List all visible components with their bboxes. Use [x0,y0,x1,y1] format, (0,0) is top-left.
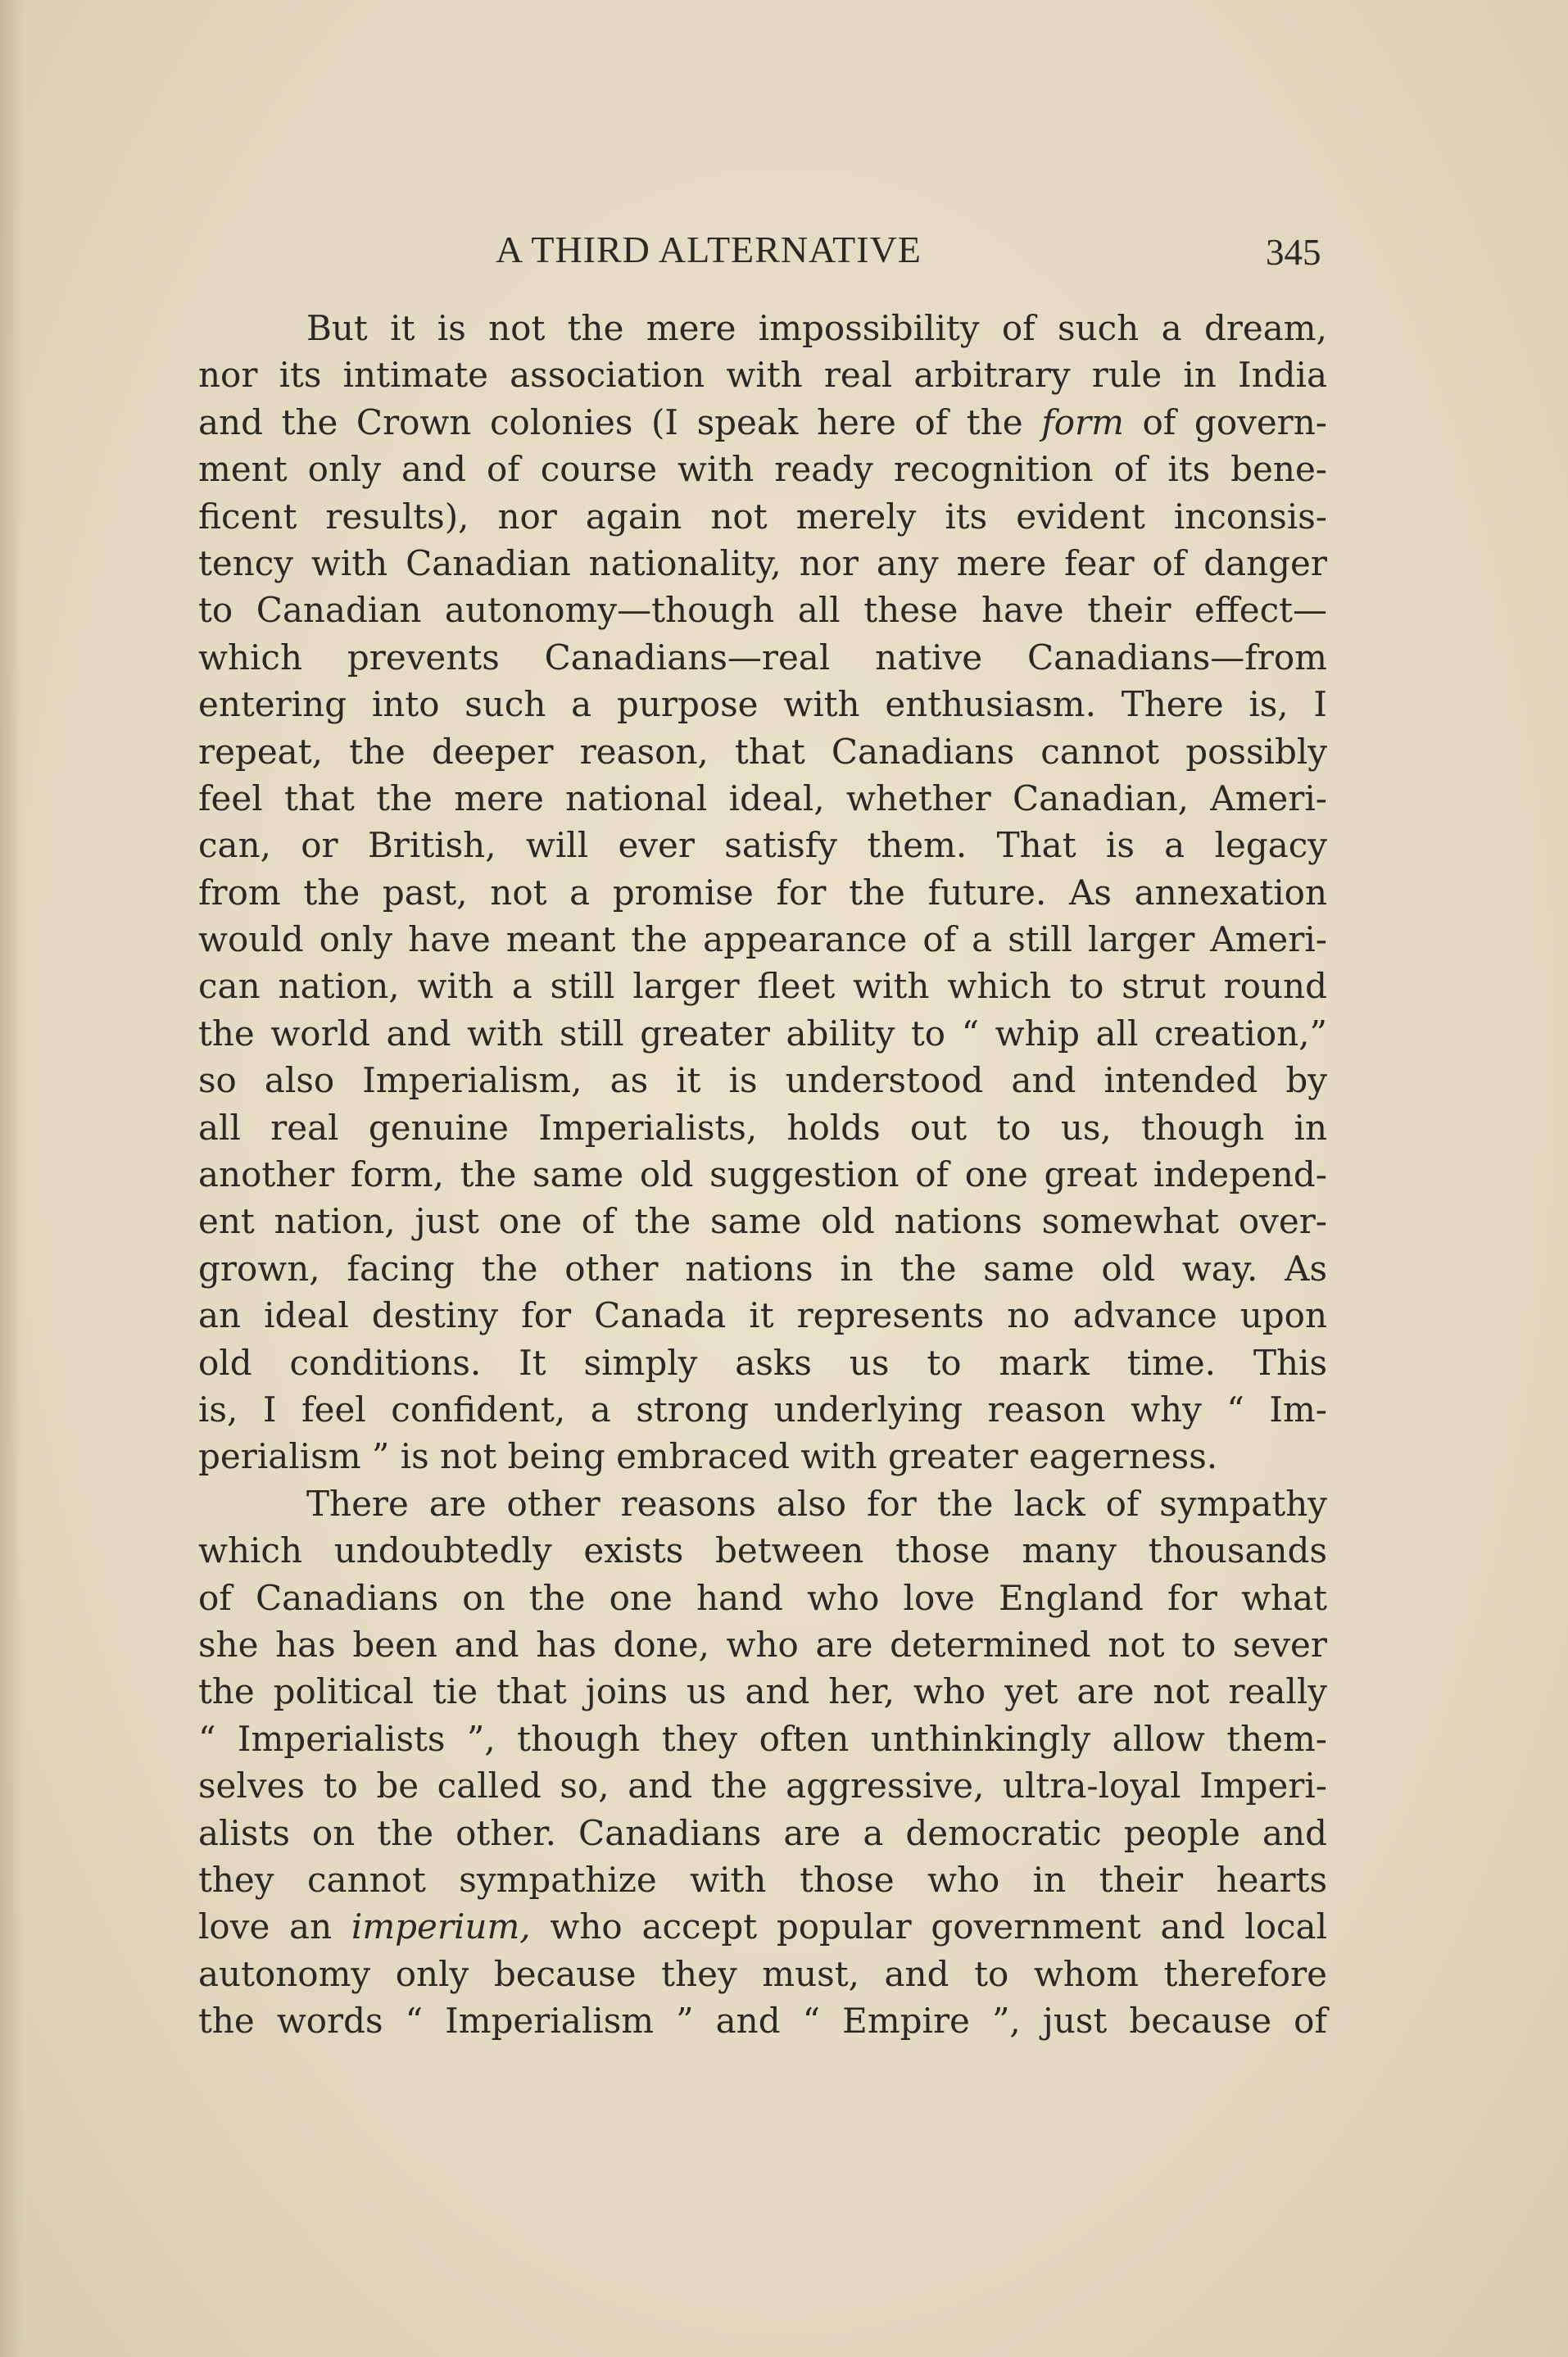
text-line: feel that the mere national ideal, whether Canadian, Ameri- [198,777,1327,818]
text-line: is, I feel confident, a strong underlying reason why “ Im- [198,1389,1327,1430]
text-line: selves to be called so, and the aggressive, ultra-loyal Imperi- [198,1765,1327,1806]
text-line: would only have meant the appearance of a still larger Ameri- [198,919,1327,960]
text-line: love an imperium, who accept popular government and local [198,1906,1328,1947]
text-line: to Canadian autonomy—though all these have their effect— [198,590,1327,631]
text-line: old conditions. It simply asks us to mark time. This [198,1342,1327,1383]
text-line: can, or British, will ever satisfy them. That is a legacy [198,825,1327,866]
text-line: autonomy only because they must, and to whom therefore [198,1953,1327,1994]
text-line: “ Imperialists ”, though they often unthinkingly allow them- [198,1718,1327,1759]
text-line: ent nation, just one of the same old nations somewhat over- [198,1201,1327,1242]
text-line: so also Imperialism, as it is understood and intended by [198,1060,1327,1101]
text-line: an ideal destiny for Canada it represents no advance upon [198,1295,1327,1336]
text-line: the world and with still greater ability to “ whip all creation,” [198,1013,1327,1054]
text-line: which prevents Canadians—real native Canadians—from [198,637,1327,678]
text-line: of Canadians on the one hand who love England for what [198,1577,1327,1618]
text-line: the words “ Imperialism ” and “ Empire ”, just because of [198,2001,1327,2042]
text-line: But it is not the mere impossibility of such a dream, [306,308,1327,348]
page-gutter-shadow [0,0,23,2357]
text-line: which undoubtedly exists between those many thousands [198,1530,1327,1571]
text-line: There are other reasons also for the lack of sympathy [306,1483,1327,1524]
text-line: ment only and of course with ready recognition of its bene- [198,449,1327,490]
text-line: they cannot sympathize with those who in their hearts [198,1859,1327,1900]
text-line: she has been and has done, who are determined not to sever [198,1624,1327,1665]
text-line: nor its intimate association with real arbitrary rule in India [198,355,1327,396]
body-text [198,305,1327,2044]
text-line: tency with Canadian nationality, nor any mere fear of danger [198,542,1327,583]
text-line: repeat, the deeper reason, that Canadians cannot possibly [198,731,1327,772]
text-line: and the Crown colonies (I speak here of the form of govern- [198,401,1328,442]
running-title: A THIRD ALTERNATIVE [496,229,922,270]
paragraph [198,305,1327,1480]
text-line: entering into such a purpose with enthusiasm. There is, I [198,684,1327,725]
text-line: the political tie that joins us and her, who yet are not really [198,1671,1327,1712]
text-line: alists on the other. Canadians are a democratic people and [198,1812,1327,1853]
text-line: ficent results), nor again not merely its evident inconsis- [198,496,1327,537]
page-number: 345 [1266,232,1321,273]
text-line: all real genuine Imperialists, holds out to us, though in [198,1107,1327,1148]
text-line: from the past, not a promise for the future. As annexation [198,872,1327,913]
text-line: grown, facing the other nations in the same old way. As [198,1248,1327,1289]
text-line: perialism ” is not being embraced with greater eagerness. [198,1436,1218,1477]
paragraph [198,1480,1327,2045]
text-line: another form, the same old suggestion of one great independ- [198,1154,1327,1195]
text-line: can nation, with a still larger fleet with which to strut round [198,966,1327,1007]
